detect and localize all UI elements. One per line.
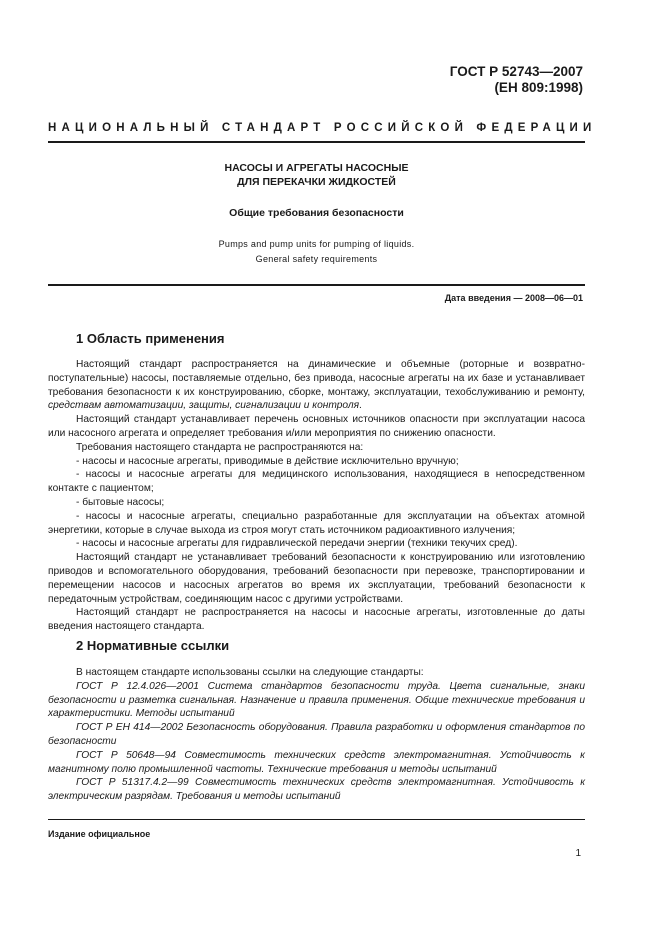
reference-item: ГОСТ Р 50648—94 Совместимость технических средств электромагнитная. Устойчивость к магнитному полю промышленной частоты. Технические требования и методы испытаний <box>48 749 585 775</box>
section-1-body <box>48 358 585 634</box>
paragraph: В настоящем стандарте использованы ссылки на следующие стандарты: <box>76 667 424 678</box>
paragraph: Настоящий стандарт не распространяется на насосы и насосные агрегаты, изготовленные до даты введения настоящего стандарта. <box>48 607 585 633</box>
paragraph: Настоящий стандарт распространяется на динамические и объемные (роторные и возвратно-поступательные) насосы, поставляемые отдельно, без привода, насосные агрегаты на их базе и устанавливает требования безопасности к их конструированию, сборке, монтажу, эксплуатации, техобслуживанию и ремонту, средствам автоматизации, защиты, сигнализации и контроля. <box>48 359 585 412</box>
header-rule <box>48 141 585 143</box>
list-item: - насосы и насосные агрегаты для гидравлической передачи энергии (техники текучих сред). <box>76 538 518 550</box>
en-number: (ЕН 809:1998) <box>494 80 583 95</box>
list-item: - насосы и насосные агрегаты, специально разработанные для эксплуатации на объектах атомной энергетики, которые в случае выхода из строя могут стать источником радиоактивного излучения; <box>48 510 585 536</box>
page-number: 1 <box>575 848 581 859</box>
list-item: - насосы и насосные агрегаты, приводимые в действие исключительно вручную; <box>76 455 459 467</box>
title-line-2: ДЛЯ ПЕРЕКАЧКИ ЖИДКОСТЕЙ <box>237 176 396 188</box>
section-2-heading: 2 Нормативные ссылки <box>76 638 230 653</box>
italic-phrase: средствам автоматизации, защиты, сигнализации и контроля <box>48 400 360 412</box>
national-standard-banner: НАЦИОНАЛЬНЫЙ СТАНДАРТ РОССИЙСКОЙ ФЕДЕРАЦИИ <box>48 122 597 134</box>
section-1-heading: 1 Область применения <box>76 331 225 346</box>
document-title <box>48 161 585 189</box>
document-subtitle: Общие требования безопасности <box>229 207 404 219</box>
reference-item: ГОСТ Р ЕН 414—2002 Безопасность оборудования. Правила разработки и оформления стандартов по безопасности <box>48 722 585 747</box>
footer-rule <box>48 819 585 820</box>
title-rule <box>48 284 585 286</box>
gost-number: ГОСТ Р 52743—2007 <box>449 64 583 79</box>
list-item: - бытовые насосы; <box>76 496 165 508</box>
english-title-line-2: General safety requirements <box>255 254 378 264</box>
reference-item: ГОСТ Р 12.4.026—2001 Система стандартов безопасности труда. Цвета сигнальные, знаки безопасности и разметка сигнальная. Назначение и правила применения. Общие технические требования и характеристики. Методы испытаний <box>48 680 585 720</box>
english-title-line-1: Pumps and pump units for pumping of liquids. <box>218 239 415 249</box>
section-2-body <box>48 666 585 804</box>
reference-item: ГОСТ Р 51317.4.2—99 Совместимость технических средств электромагнитная. Устойчивость к электрическим разрядам. Требования и методы испытаний <box>48 777 585 803</box>
english-title <box>48 237 585 267</box>
list-item: - насосы и насосные агрегаты для медицинского использования, находящиеся в непосредственном контакте с пациентом; <box>48 469 585 495</box>
title-line-1: НАСОСЫ И АГРЕГАТЫ НАСОСНЫЕ <box>224 162 409 174</box>
paragraph: Настоящий стандарт устанавливает перечень основных источников опасности при эксплуатации насоса или насосного агрегата и определяет требования и/или мероприятия по снижению опасности. <box>48 414 585 439</box>
paragraph: Требования настоящего стандарта не распространяются на: <box>76 441 364 453</box>
date-of-introduction: Дата введения — 2008—06—01 <box>444 293 583 303</box>
standard-code <box>450 64 583 96</box>
paragraph: Настоящий стандарт не устанавливает требований безопасности к конструированию или изготовлению приводов и вспомогательного оборудования, требований безопасности при перевозке, транспортировании и перемещении насосов и насосных агрегатов во время их эксплуатации, требований безопасности к передаточным устройствам, соединяющим насос с другими устройствами. <box>48 552 585 605</box>
edition-label: Издание официальное <box>48 829 151 839</box>
